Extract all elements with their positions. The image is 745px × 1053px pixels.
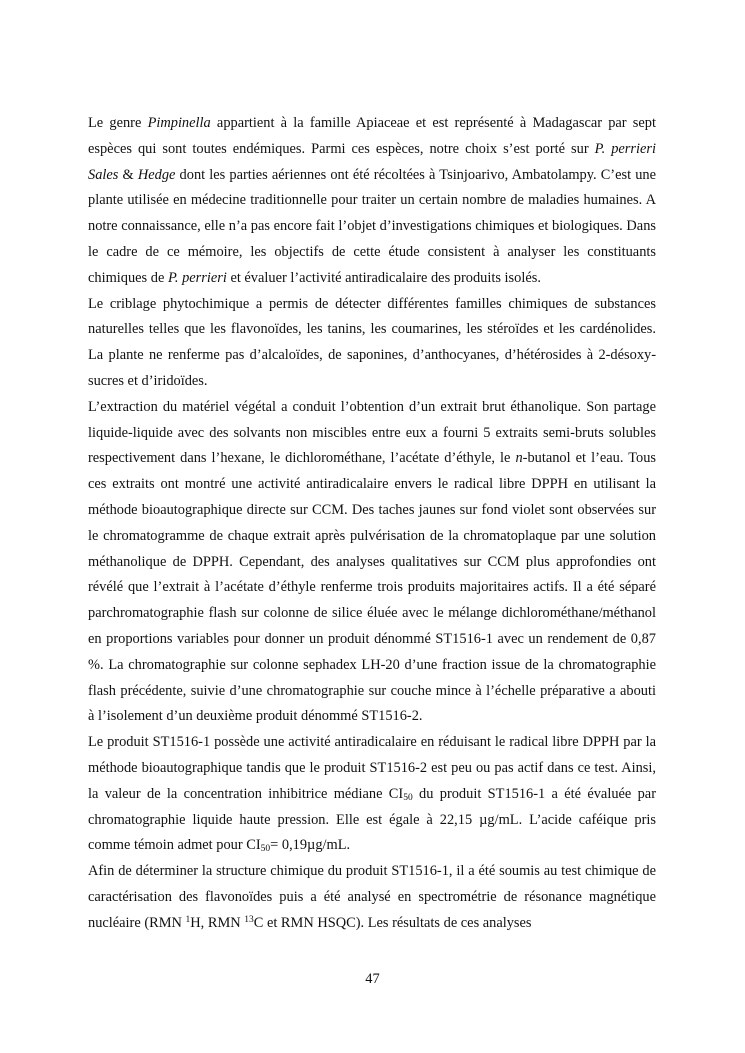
text-run: -butanol et l’eau. Tous ces extraits ont montré une activité antiradicalaire envers le radical libre DPPH en utilisant la méthode bioautographique directe sur CCM. Des taches jaunes sur fond violet sont observées sur le chromatogramme de chaque extrait après pulvérisation de la chromatoplaque par une solution méthanolique de DPPH. Cependant, des analyses qualitatives sur CCM plus approfondies ont révélé que l’extrait à l’acétate d’éthyle renferme trois produits majoritaires actifs. Il a été séparé parchromatographie flash sur colonne de silice éluée avec le mélange dichlorométhane/méthanol en proportions variables pour donner un produit dénommé ST1516-1 avec un rendement de 0,87 %. La chromatographie sur colonne sephadex LH-20 d’une fraction issue de la chromatographie flash précédente, suivie d’une chromatographie sur couche mince à l’échelle préparative a abouti à l’isolement d’un deuxième produit dénommé ST1516-2.: [88, 450, 657, 725]
text-run: du produit ST1516-1 a été évaluée par chromatographie liquide haute pression. Elle est égale à 22,15 µg/mL. L’acide caféique pris comme témoin admet pour CI: [88, 785, 656, 854]
text-run: &: [118, 166, 138, 183]
subscript-text: 50: [403, 792, 413, 803]
paragraph: [88, 395, 656, 730]
text-run: = 0,19µg/mL.: [270, 837, 351, 854]
body-text: [88, 111, 656, 937]
text-run: appartient à la famille Apiaceae et est représenté à Madagascar par sept espèces qui sont toutes endémiques. Parmi ces espèces, notre choix s’est porté sur: [88, 115, 656, 157]
text-run: Le produit ST1516-1 possède une activité antiradicalaire en réduisant le radical libre DPPH par la méthode bioautographique tandis que le produit ST1516-2 est peu ou pas actif dans ce test. Ainsi, la valeur de la concentration inhibitrice médiane CI: [88, 734, 656, 802]
page-number: 47: [365, 971, 380, 987]
text-run: et évaluer l’activité antiradicalaire des produits isolés.: [226, 269, 541, 286]
text-run: L’extraction du matériel végétal a conduit l’obtention d’un extrait brut éthanolique. Son partage liquide-liquide avec des solvants non miscibles entre eux a fourni 5 extraits semi-bruts solubles respectivement dans l’hexane, le dichlorométhane, l’acétate d’éthyle, le: [88, 398, 656, 467]
text-run: dont les parties aériennes ont été récoltées à Tsinjoarivo, Ambatolampy. C’est une plante utilisée en médecine traditionnelle pour traiter un certain nombre de maladies humaines. A notre connaissance, elle n’a pas encore fait l’objet d’investigations chimiques et biologiques. Dans le cadre de ce mémoire, les objectifs de cette étude consistent à analyser les constituants chimiques de: [88, 166, 656, 286]
italic-text: P. perrieri Sales: [88, 140, 656, 183]
subscript-text: 50: [260, 844, 271, 855]
paragraph: [88, 111, 656, 292]
text-run: C et RMN HSQC). Les résultats de ces analyses: [253, 914, 532, 931]
text-run: H, RMN: [190, 914, 245, 931]
superscript-text: 13: [244, 914, 254, 925]
italic-text: Hedge: [137, 166, 176, 183]
italic-text: n: [515, 450, 523, 467]
paragraph: [88, 292, 656, 395]
text-run: Le criblage phytochimique a permis de détecter différentes familles chimiques de substances naturelles telles que les flavonoïdes, les tanins, les coumarines, les stéroïdes et les cardénolides. La plante ne renferme pas d’alcaloïdes, de saponines, d’anthocyanes, d’hétérosides à 2-désoxy-sucres et d’iridoïdes.: [88, 295, 656, 389]
italic-text: P. perrieri: [167, 269, 227, 286]
paragraph: [88, 730, 656, 859]
italic-text: Pimpinella: [147, 115, 211, 131]
text-run: Le genre: [88, 115, 148, 131]
text-run: Afin de déterminer la structure chimique du produit ST1516-1, il a été soumis au test chimique de caractérisation des flavonoïdes puis a été analysé en spectrométrie de résonance magnétique nucléaire (RMN: [88, 863, 656, 931]
paragraph: [88, 859, 656, 936]
superscript-text: 1: [185, 914, 191, 925]
